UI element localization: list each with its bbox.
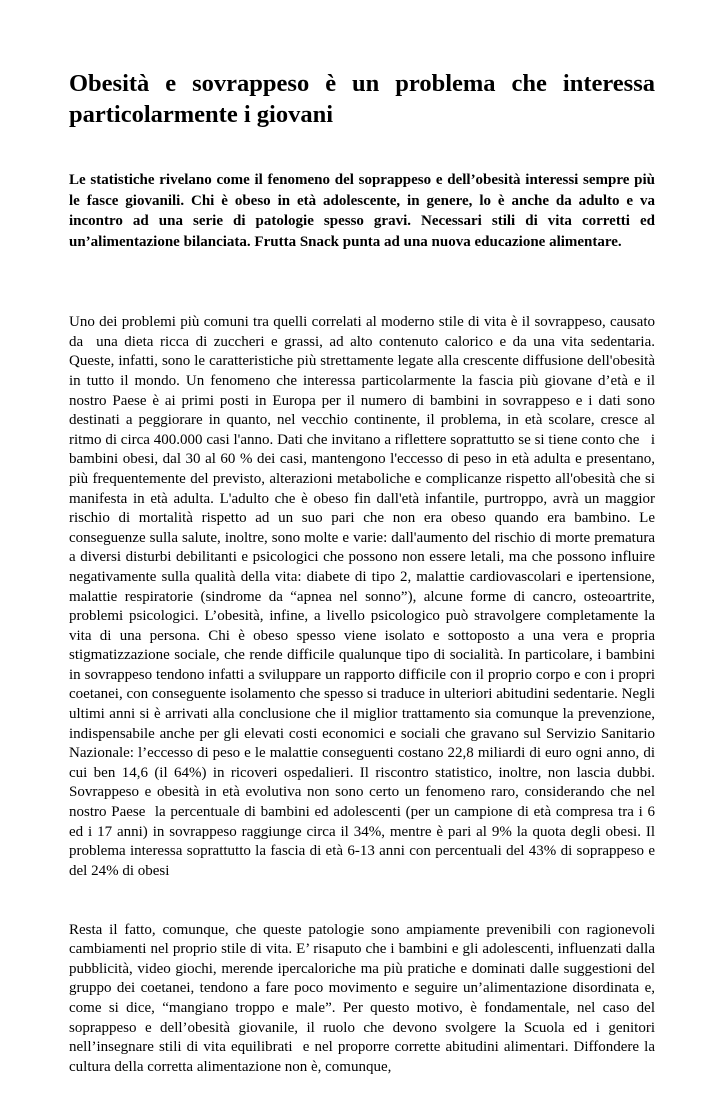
article-body — [69, 274, 659, 1117]
body-paragraph-2: Resta il fatto, comunque, che queste patologie sono ampiamente prevenibili con ragionevoli cambiamenti nel proprio stile di vita. E’ risaputo che i bambini e gli adolescenti, influenzati dalla pubblicità, video giochi, merende ipercaloriche ma più pratiche e dominati dalle suggestioni del gruppo dei coetanei, tendono a fare poco movimento e seguire un’alimentazione disordinata e, come si dice, “mangiano troppo e male”. Per questo motivo, è fondamentale, nel caso del soprappeso e dell’obesità giovanile, il ruolo che devono svolgere la Scuola ed i genitori nell’insegnare stili di vita equilibrati e nel proporre corrette abitudini alimentari. Diffondere la cultura della corretta alimentazione non è, comunque, — [69, 921, 659, 1075]
body-paragraph-1: Uno dei problemi più comuni tra quelli correlati al moderno stile di vita è il sovrappeso, causato da una dieta ricca di zuccheri e grassi, ad alto contenuto calorico e da una vita sedentaria. Queste, infatti, sono le caratteristiche più strettamente legate alla crescente diffusione dell'obesità in tutto il mondo. Un fenomeno che interessa particolarmente la fascia più giovane d’età e il nostro Paese è ai primi posti in Europa per il numero di bambini in sovrappeso e i dati sono destinati a peggiorare in quanto, nel vecchio continente, il problema, in età scolare, cresce al ritmo di circa 400.000 casi l'anno. Dati che invitano a riflettere soprattutto se si tiene conto che i bambini obesi, dal 30 al 60 % dei casi, mantengono l'eccesso di peso in età adulta e presentano, più frequentemente del previsto, alterazioni metaboliche e complicanze rispetto all'obesità che si manifesta in età adulta. L'adulto che è obeso fin dall'età infantile, purtroppo, avrà un maggior rischio di mortalità rispetto ad un suo pari che non era obeso quando era bambino. Le conseguenze sulla salute, inoltre, sono molte e varie: dall'aumento del rischio di morte prematura a diversi disturbi debilitanti e psicologici che possono non essere letali, ma che possono influire negativamente sulla qualità della vita: diabete di tipo 2, malattie cardiovascolari e ipertensione, malattie respiratorie (sindrome da “apnea nel sonno”), alcune forme di cancro, osteoartrite, problemi psicologici. L’obesità, infine, a livello psicologico può stravolgere completamente la vita di una persona. Chi è obeso spesso viene isolato e sottoposto a una vera e propria stigmatizzazione sociale, che rende difficile qualunque tipo di socialità. In particolare, i bambini in sovrappeso tendono infatti a sviluppare un rapporto difficile con il proprio corpo e con i propri coetanei, con conseguente isolamento che spesso si traduce in ulteriori abitudini sedentarie. Negli ultimi anni si è arrivati alla conclusione che il miglior trattamento sia comunque la prevenzione, indispensabile anche per gli elevati costi economici e sociali che gravano sul Servizio Sanitario Nazionale: l’eccesso di peso e le malattie conseguenti costano 22,8 miliardi di euro ogni anno, di cui ben 14,6 (il 64%) in ricoveri ospedalieri. Il riscontro statistico, inoltre, non lascia dubbi. Sovrappeso e obesità in età evolutiva non sono certo un fenomeno raro, considerando che nel nostro Paese la percentuale di bambini ed adolescenti (per un campione di età compresa tra i 6 ed i 17 anni) in sovrappeso raggiunge circa il 34%, mentre è pari al 9% la quota degli obesi. Il problema interessa soprattutto la fascia di età 6-13 anni con percentuali del 43% di soprappeso e del 24% di obesi — [69, 314, 659, 879]
article-lead: Le statistiche rivelano come il fenomeno del soprappeso e dell’obesità interessi sempre più le fasce giovanili. Chi è obeso in età adolescente, in genere, lo è anche da adulto e va incontro ad una serie di patologie spesso gravi. Necessari stili di vita corretti ed un’alimentazione bilanciata. Frutta Snack punta ad una nuova educazione alimentare. — [69, 172, 655, 250]
document-page — [69, 68, 659, 1117]
article-title: Obesità e sovrappeso è un problema che interessa particolarmente i giovani — [69, 70, 655, 128]
